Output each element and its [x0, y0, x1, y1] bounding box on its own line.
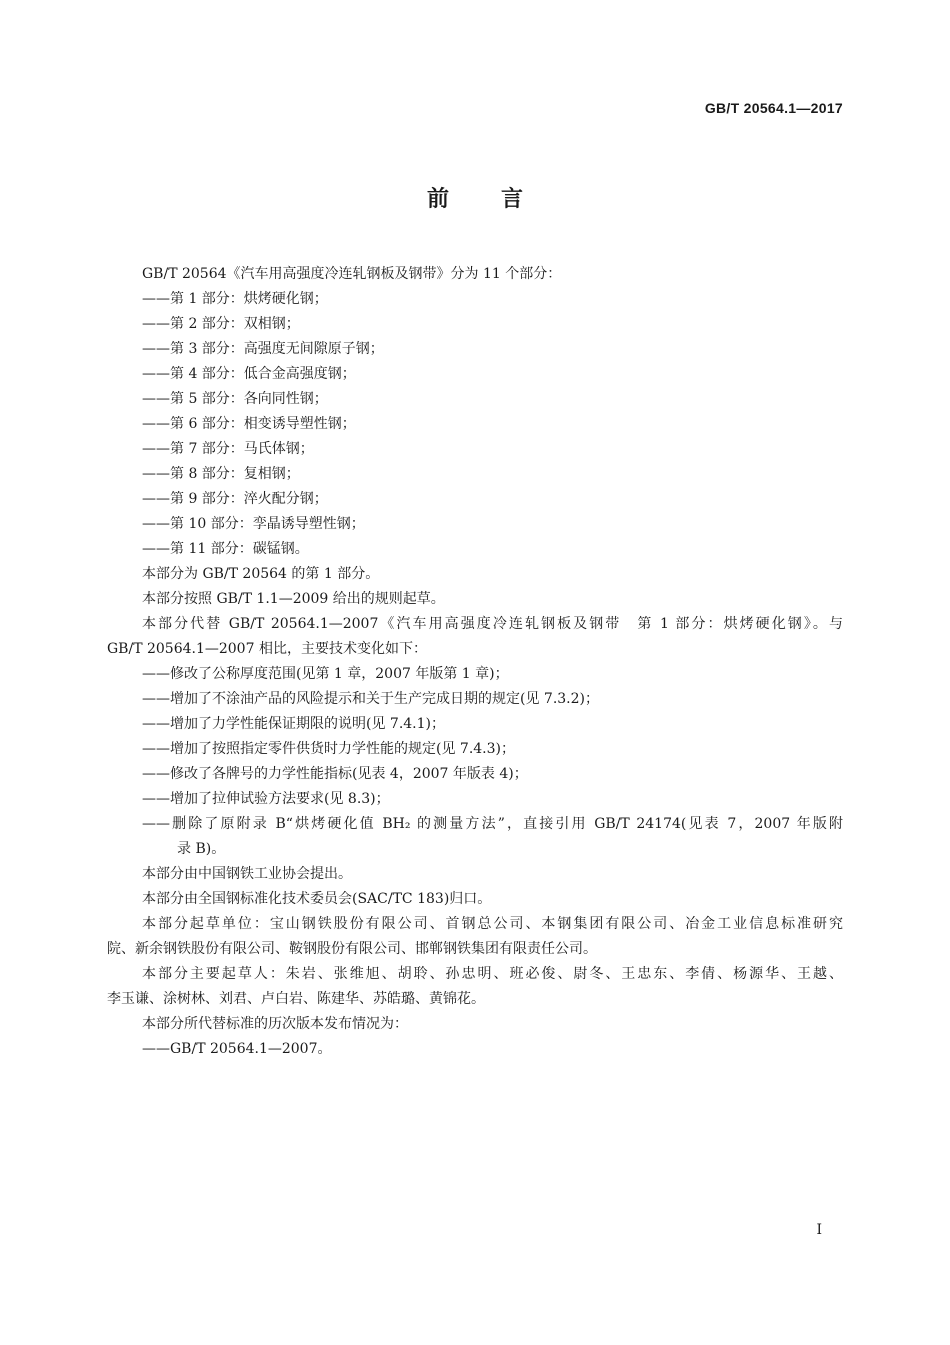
list-item: ——第 9 部分：淬火配分钢； [142, 491, 328, 507]
list-item: ——修改了各牌号的力学性能指标(见表 4，2007 年版表 4)； [142, 766, 528, 782]
text-line: 本部分按照 GB/T 1.1—2009 给出的规则起草。 [142, 591, 445, 607]
page-number: I [816, 1222, 822, 1238]
text-line: GB/T 20564.1—2007 相比，主要技术变化如下： [107, 641, 427, 657]
text-line: 本部分由全国钢标准化技术委员会(SAC/TC 183)归口。 [142, 891, 492, 907]
text-line: 院、新余钢铁股份有限公司、鞍钢股份有限公司、邯郸钢铁集团有限责任公司。 [107, 941, 597, 957]
list-item: ——第 7 部分：马氏体钢； [142, 441, 314, 457]
list-item: ——修改了公称厚度范围(见第 1 章，2007 年版第 1 章)； [142, 666, 509, 682]
list-item: ——第 8 部分：复相钢； [142, 466, 300, 482]
list-item: ——增加了按照指定零件供货时力学性能的规定(见 7.4.3)； [142, 741, 515, 757]
list-item: ——第 11 部分：碳锰钢。 [142, 541, 309, 557]
list-item: ——增加了力学性能保证期限的说明(见 7.4.1)； [142, 716, 445, 732]
text-line: GB/T 20564《汽车用高强度冷连轧钢板及钢带》分为 11 个部分： [142, 266, 562, 282]
text-line: 本部分由中国钢铁工业协会提出。 [142, 866, 352, 882]
text-line: 李玉谦、涂树林、刘君、卢白岩、陈建华、苏皓璐、黄锦花。 [107, 991, 485, 1007]
standard-code: GB/T 20564.1—2017 [704, 100, 843, 116]
text-line: 本部分所代替标准的历次版本发布情况为： [142, 1016, 408, 1032]
list-item: ——增加了不涂油产品的风险提示和关于生产完成日期的规定(见 7.3.2)； [142, 691, 599, 707]
foreword-body [107, 262, 843, 1062]
list-item: ——GB/T 20564.1—2007。 [142, 1041, 332, 1057]
list-item: ——删除了原附录 B“烘烤硬化值 BH₂ 的测量方法”，直接引用 GB/T 24174(见表 7，2007 年版附 [142, 816, 843, 832]
list-item: ——第 10 部分：孪晶诱导塑性钢； [142, 516, 365, 532]
list-item: ——第 6 部分：相变诱导塑性钢； [142, 416, 356, 432]
text-line: 本部分为 GB/T 20564 的第 1 部分。 [142, 566, 380, 582]
text-line: 本部分主要起草人：朱岩、张维旭、胡聆、孙忠明、班必俊、尉冬、王忠东、李倩、杨源华、王越、 [142, 966, 843, 982]
list-item: ——第 1 部分：烘烤硬化钢； [142, 291, 328, 307]
list-item: ——第 5 部分：各向同性钢； [142, 391, 328, 407]
text-line: 本部分起草单位：宝山钢铁股份有限公司、首钢总公司、本钢集团有限公司、冶金工业信息标准研究 [142, 916, 843, 932]
list-item-continuation: 录 B)。 [177, 841, 226, 857]
list-item: ——增加了拉伸试验方法要求(见 8.3)； [142, 791, 390, 807]
list-item: ——第 3 部分：高强度无间隙原子钢； [142, 341, 384, 357]
text-line: 本部分代替 GB/T 20564.1—2007《汽车用高强度冷连轧钢板及钢带 第 1 部分：烘烤硬化钢》。与 [142, 616, 843, 632]
list-item: ——第 4 部分：低合金高强度钢； [142, 366, 356, 382]
list-item: ——第 2 部分：双相钢； [142, 316, 300, 332]
page-title: 前言 [426, 187, 575, 212]
